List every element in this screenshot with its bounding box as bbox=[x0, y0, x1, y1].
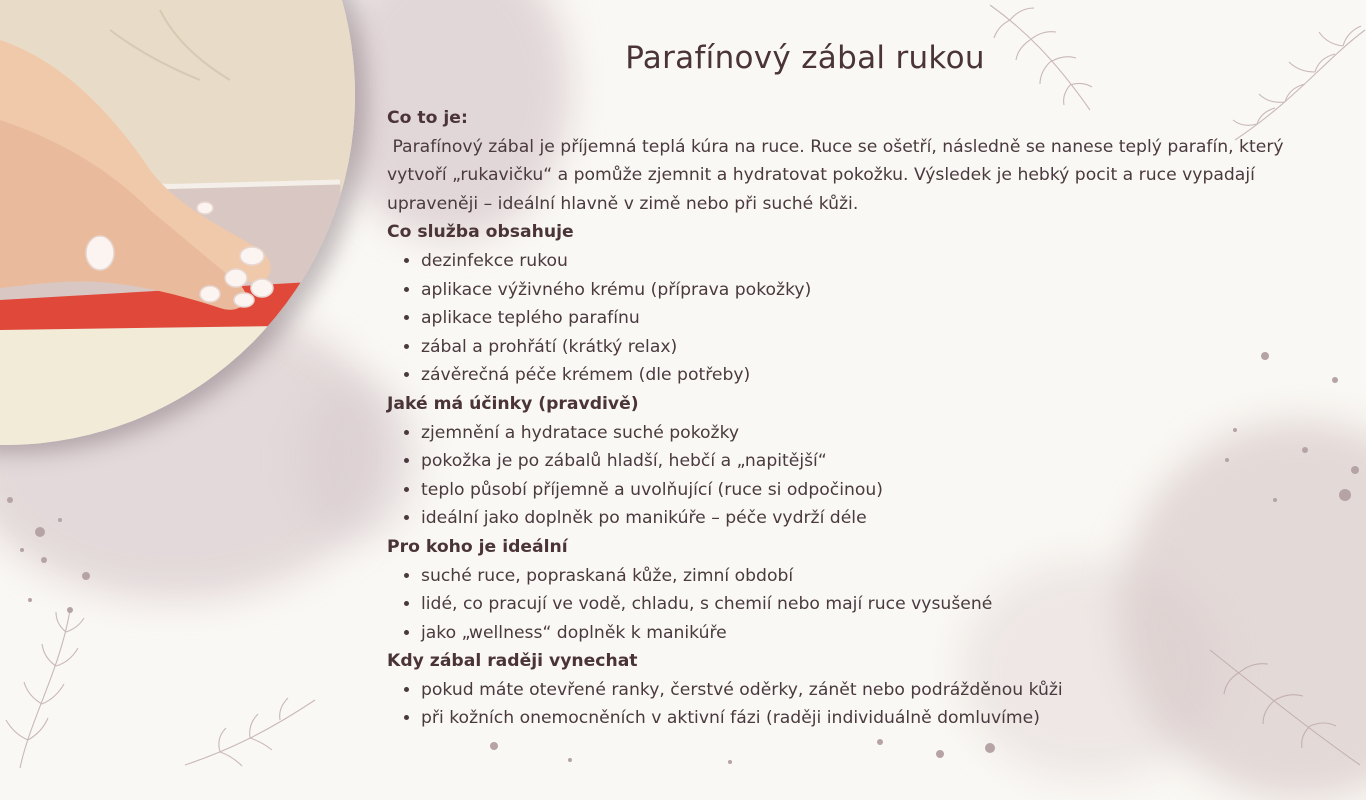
section-heading-what-is-it: Co to je: bbox=[387, 108, 468, 128]
glitter-dots bbox=[480, 728, 1020, 768]
list-item: • aplikace teplého parafínu bbox=[421, 304, 1347, 333]
for-whom-list bbox=[387, 562, 1347, 648]
list-item: • lidé, co pracují ve vodě, chladu, s chemií nebo mají ruce vysušené bbox=[421, 590, 1347, 619]
list-item: • pokud máte otevřené ranky, čerstvé oděrky, zánět nebo podrážděnou kůži bbox=[421, 676, 1347, 705]
list-item: • ideální jako doplněk po manikúře – péče vydrží déle bbox=[421, 504, 1347, 533]
description-paragraph: Parafínový zábal je příjemná teplá kúra na ruce. Ruce se ošetří, následně se nanese teplý parafín, který vytvoří „rukavičku“ a pomůže zjemnit a hydratovat pokožku. Výsledek je hebký pocit a ruce vypadají upraveněji – ideální hlavně v zimě nebo při suché kůži. bbox=[387, 136, 1290, 214]
avoid-list bbox=[387, 676, 1347, 733]
section-heading-includes: Co služba obsahuje bbox=[387, 222, 574, 243]
list-item: • pokožka je po zábalů hladší, hebčí a „napitější“ bbox=[421, 447, 1347, 476]
list-item: • jako „wellness“ doplněk k manikúře bbox=[421, 619, 1347, 648]
list-item: • suché ruce, popraskaná kůže, zimní období bbox=[421, 562, 1347, 591]
leaf-branch-icon bbox=[0, 600, 120, 768]
content-block bbox=[387, 104, 1347, 733]
list-item: • zábal a prohřátí (krátký relax) bbox=[421, 333, 1347, 362]
list-item: • při kožních onemocněních v aktivní fázi (raději individuálně domluvíme) bbox=[421, 704, 1347, 733]
section-heading-avoid: Kdy zábal raději vynechat bbox=[387, 651, 638, 672]
hands-in-paraffin-photo bbox=[0, 0, 355, 445]
list-item: • zjemnění a hydratace suché pokožky bbox=[421, 419, 1347, 448]
list-item: • dezinfekce rukou bbox=[421, 247, 1347, 276]
list-item: • závěrečná péče krémem (dle potřeby) bbox=[421, 361, 1347, 390]
leaf-branch-icon bbox=[180, 690, 320, 768]
effects-list bbox=[387, 419, 1347, 533]
section-heading-for-whom: Pro koho je ideální bbox=[387, 536, 568, 557]
glitter-dots bbox=[0, 480, 110, 630]
section-heading-effects: Jaké má účinky (pravdivě) bbox=[387, 393, 639, 414]
includes-list bbox=[387, 247, 1347, 390]
list-item: • teplo působí příjemně a uvolňující (ruce si odpočinou) bbox=[421, 476, 1347, 505]
list-item: • aplikace výživného krému (příprava pokožky) bbox=[421, 276, 1347, 305]
page-title: Parafínový zábal rukou bbox=[625, 40, 985, 76]
